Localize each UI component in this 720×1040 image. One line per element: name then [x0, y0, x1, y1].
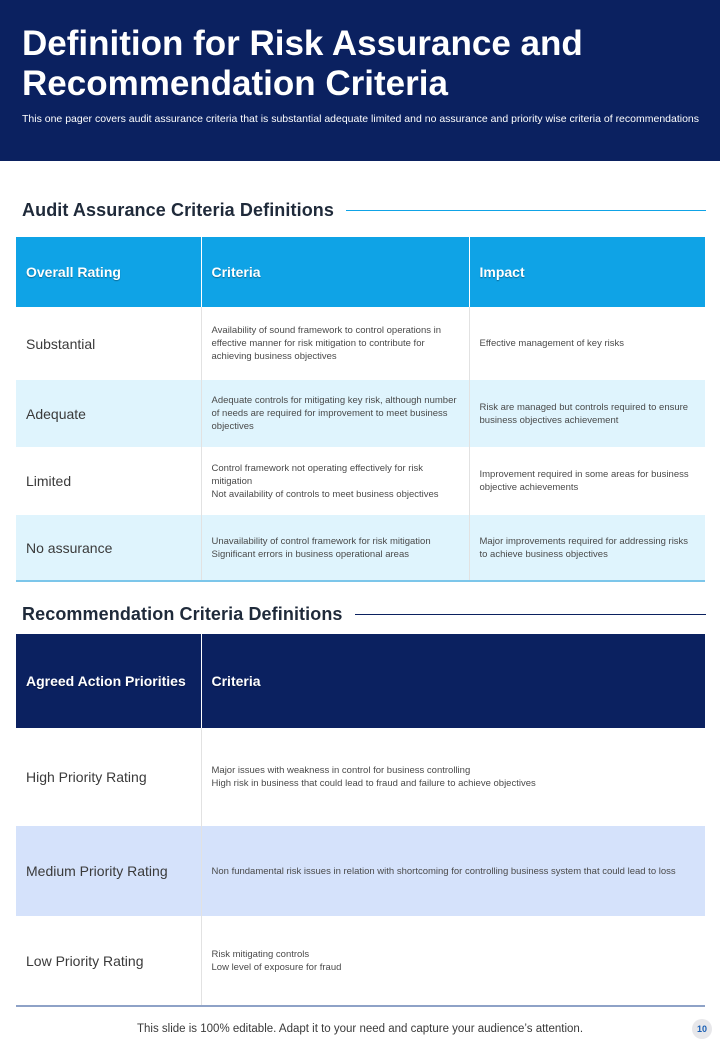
page-number-badge: 10 [692, 1019, 712, 1039]
impact-line: Major improvements required for addressing risks to achieve business objectives [479, 535, 689, 560]
criteria-line: Unavailability of control framework for risk mitigation [211, 535, 431, 547]
recommendation-criteria-table [16, 634, 705, 1007]
criteria-line: Risk mitigating controls [211, 948, 310, 960]
audit-section-divider [346, 210, 706, 211]
impact-cell [469, 447, 705, 515]
page-title: Definition for Risk Assurance and Recommendation Criteria [22, 24, 583, 103]
criteria-line: Not availability of controls to meet business objectives [211, 488, 439, 500]
criteria-line: Availability of sound framework to control operations in effective manner for risk mitigation to contribute for achieving business objectives [211, 325, 442, 362]
criteria-cell [201, 380, 469, 447]
recommendation-row-low [16, 916, 705, 1006]
title-banner [0, 0, 720, 161]
audit-row-limited [16, 447, 705, 515]
audit-header-rating: Overall Rating [16, 237, 201, 307]
criteria-cell [201, 826, 705, 916]
criteria-line: Adequate controls for mitigating key risk, although number of needs are required for improvement to meet business objectives [211, 395, 457, 432]
criteria-line: High risk in business that could lead to fraud and failure to achieve objectives [211, 778, 536, 789]
page-subtitle: This one pager covers audit assurance criteria that is substantial adequate limited and no assurance and priority wise criteria of recommendations [22, 113, 700, 125]
footer-note: This slide is 100% editable. Adapt it to your need and capture your audience’s attention. [136, 1023, 584, 1035]
audit-section-title: Audit Assurance Criteria Definitions [22, 199, 334, 220]
rating-cell: Limited [16, 447, 201, 515]
priority-cell: Medium Priority Rating [16, 826, 201, 916]
impact-line: Risk are managed but controls required to ensure business objectives achievement [479, 401, 689, 426]
recommendation-section-title: Recommendation Criteria Definitions [22, 603, 343, 624]
criteria-cell [201, 307, 469, 380]
criteria-cell [201, 515, 469, 581]
criteria-cell [201, 447, 469, 515]
recommendation-header-row [16, 634, 705, 728]
rating-cell: No assurance [16, 515, 201, 581]
recommendation-section-divider [355, 614, 706, 615]
audit-row-substantial [16, 307, 705, 380]
criteria-line: Non fundamental risk issues in relation with shortcoming for controlling business system that could lead to loss [211, 865, 676, 877]
impact-cell [469, 515, 705, 581]
criteria-line: Significant errors in business operational areas [211, 548, 409, 560]
impact-line: Effective management of key risks [479, 338, 624, 349]
rating-cell: Adequate [16, 380, 201, 447]
audit-criteria-table [16, 237, 705, 582]
audit-header-criteria: Criteria [201, 237, 469, 307]
recommendation-row-high [16, 728, 705, 826]
audit-row-no-assurance [16, 515, 705, 581]
priority-cell: High Priority Rating [16, 728, 201, 826]
audit-section-header [22, 197, 706, 223]
criteria-cell [201, 916, 705, 1006]
recommendation-section-header [22, 601, 706, 627]
impact-cell [469, 380, 705, 447]
criteria-line: Control framework not operating effectively for risk mitigation [211, 462, 424, 487]
impact-cell [469, 307, 705, 380]
priority-cell: Low Priority Rating [16, 916, 201, 1006]
criteria-line: Low level of exposure for fraud [211, 961, 342, 973]
recommendation-header-priority: Agreed Action Priorities [16, 634, 201, 728]
criteria-line: Major issues with weakness in control for business controlling [211, 765, 471, 776]
criteria-cell [201, 728, 705, 826]
audit-header-row [16, 237, 705, 307]
audit-header-impact: Impact [469, 237, 705, 307]
recommendation-header-criteria: Criteria [201, 634, 705, 728]
audit-row-adequate [16, 380, 705, 447]
impact-line: Improvement required in some areas for business objective achievements [479, 469, 689, 493]
recommendation-row-medium [16, 826, 705, 916]
rating-cell: Substantial [16, 307, 201, 380]
